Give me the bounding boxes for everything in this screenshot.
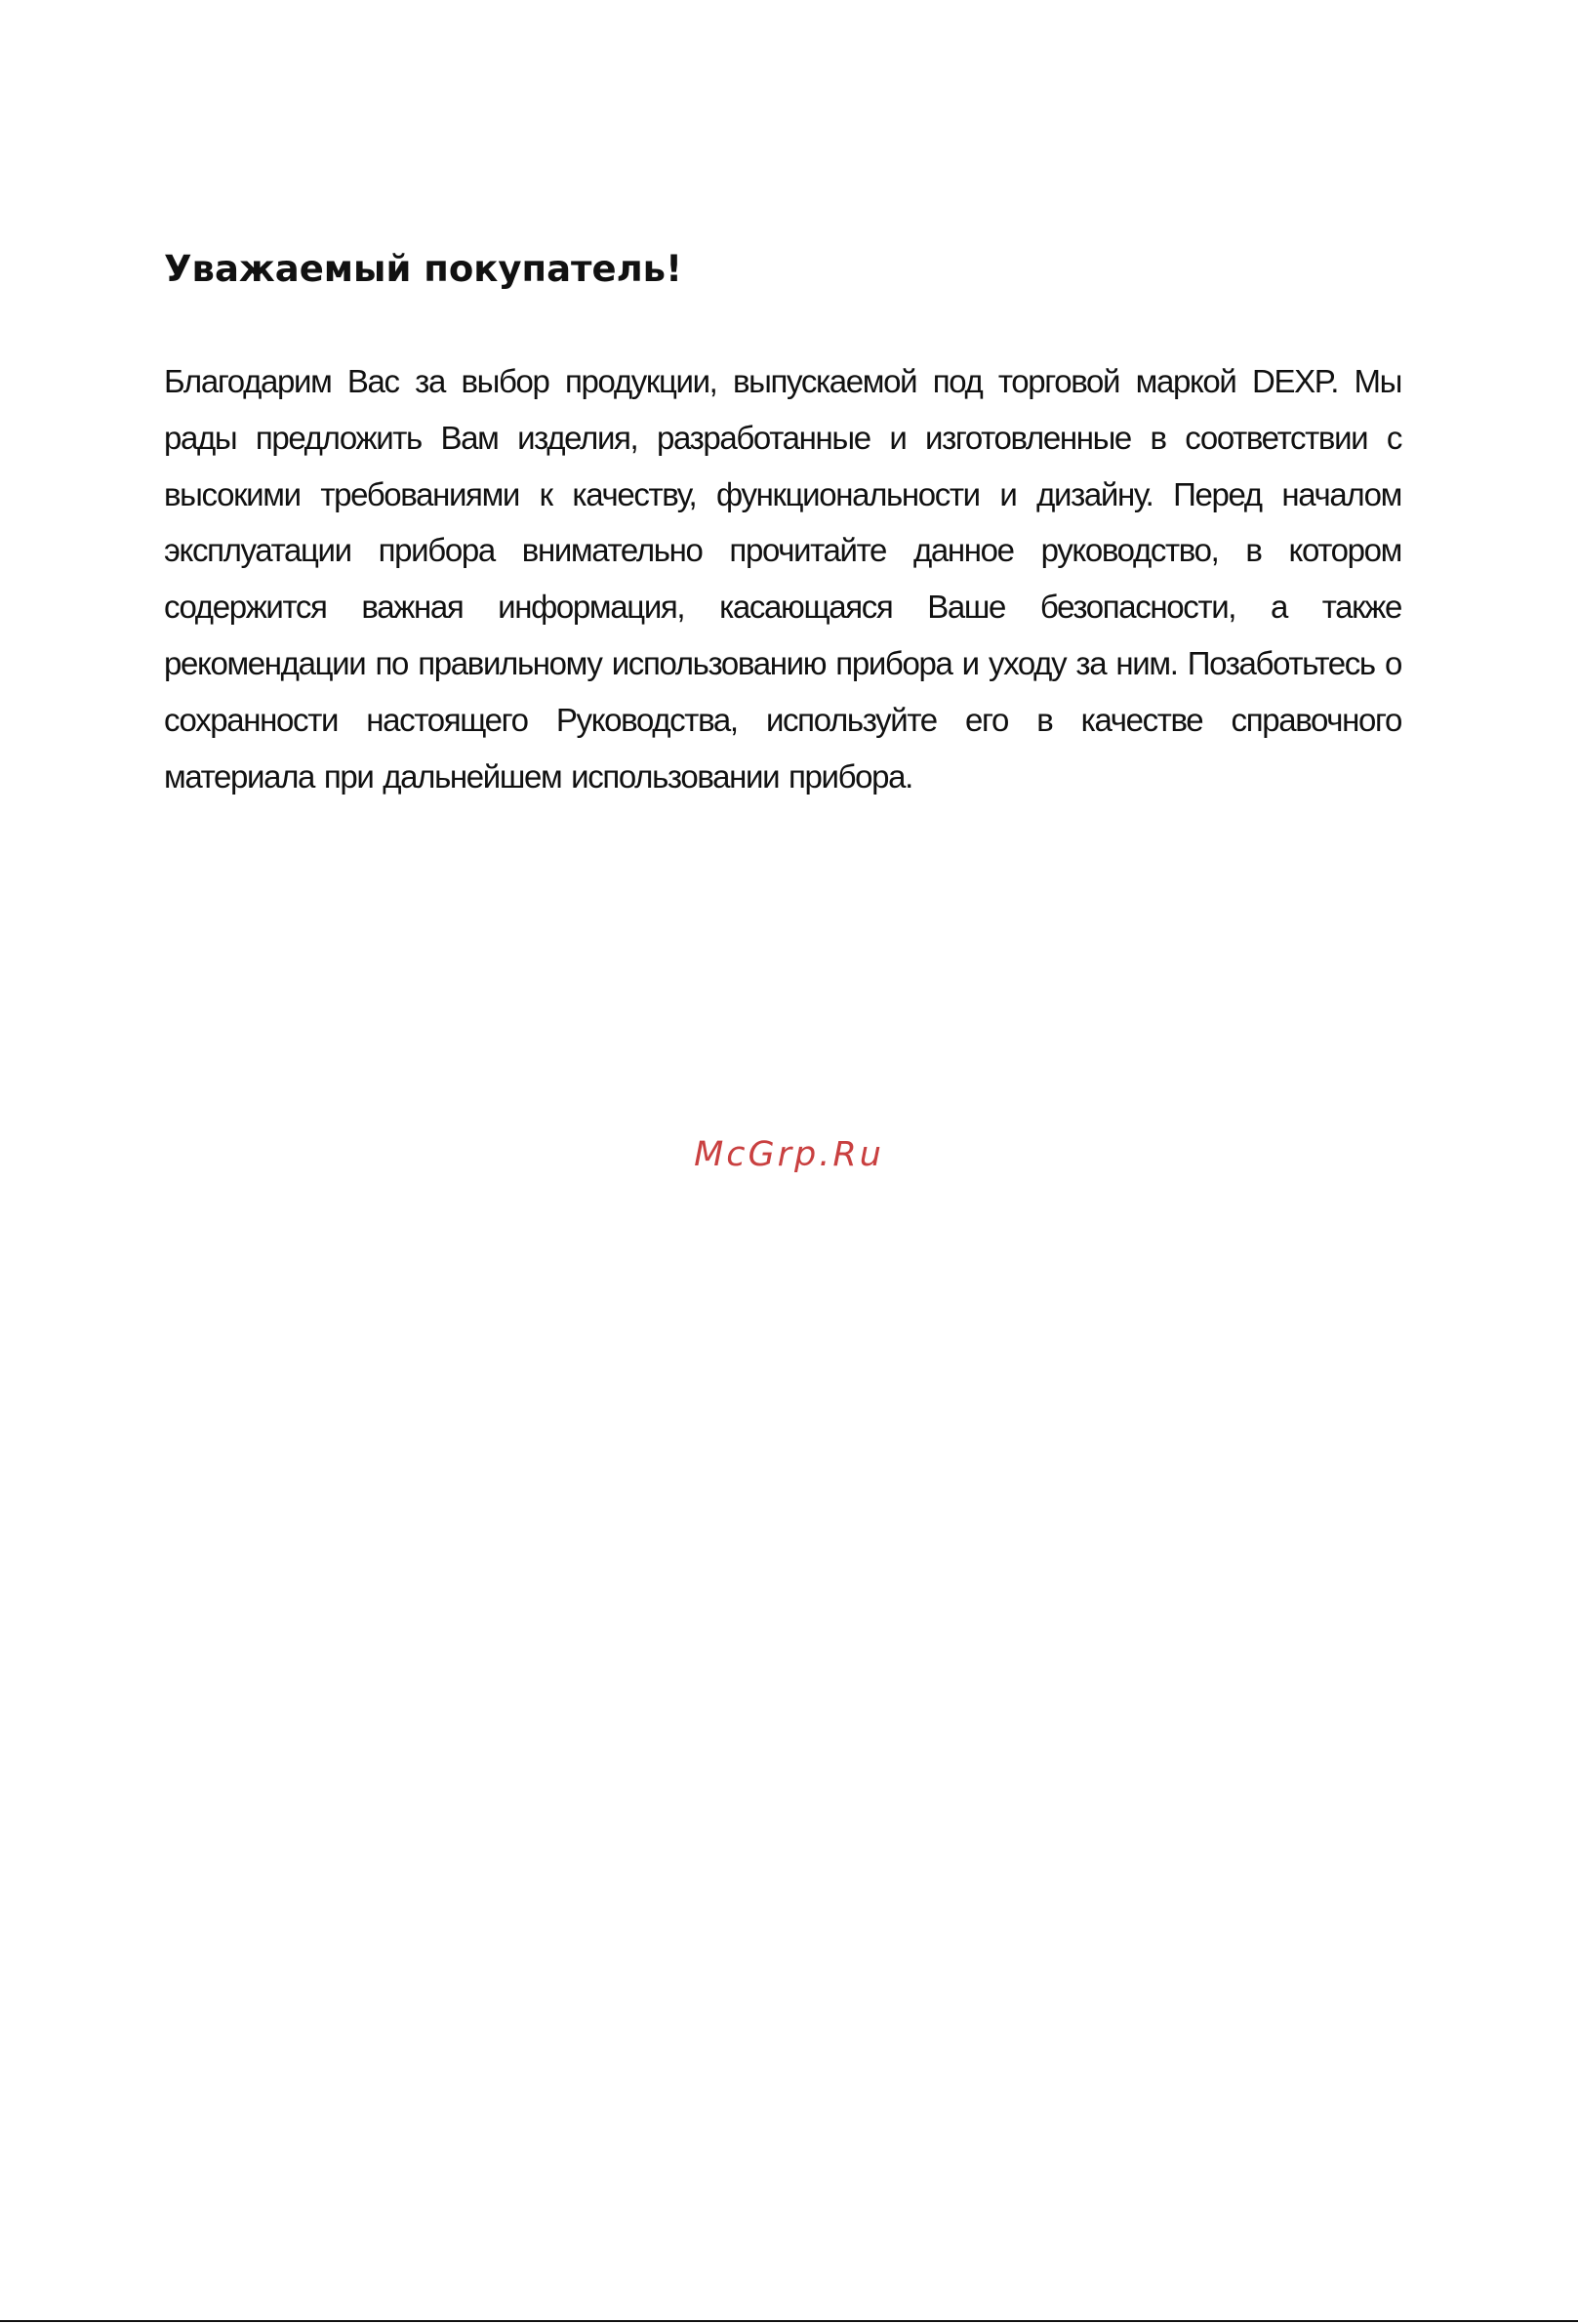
intro-paragraph: Благодарим Вас за выбор продукции, выпускаемой под торговой маркой DEXP. Мы рады предложить Вам изделия, разработанные и изготовленные в соответствии с высокими требованиями к качеству, функциональности и дизайну. Перед началом эксплуатации прибора внимательно прочитайте данное руководство, в котором содержится важная информация, касающаяся Ваше безопасности, а также рекомендации по правильному использованию прибора и уходу за ним. Позаботьтесь о сохранности настоящего Руководства, используйте его в качестве справочного материала при дальнейшем использовании прибора. [164, 363, 1401, 795]
watermark-text: McGrp.Ru [694, 1135, 884, 1174]
bottom-divider [0, 2320, 1578, 2322]
page-heading: Уважаемый покупатель! [164, 248, 682, 290]
